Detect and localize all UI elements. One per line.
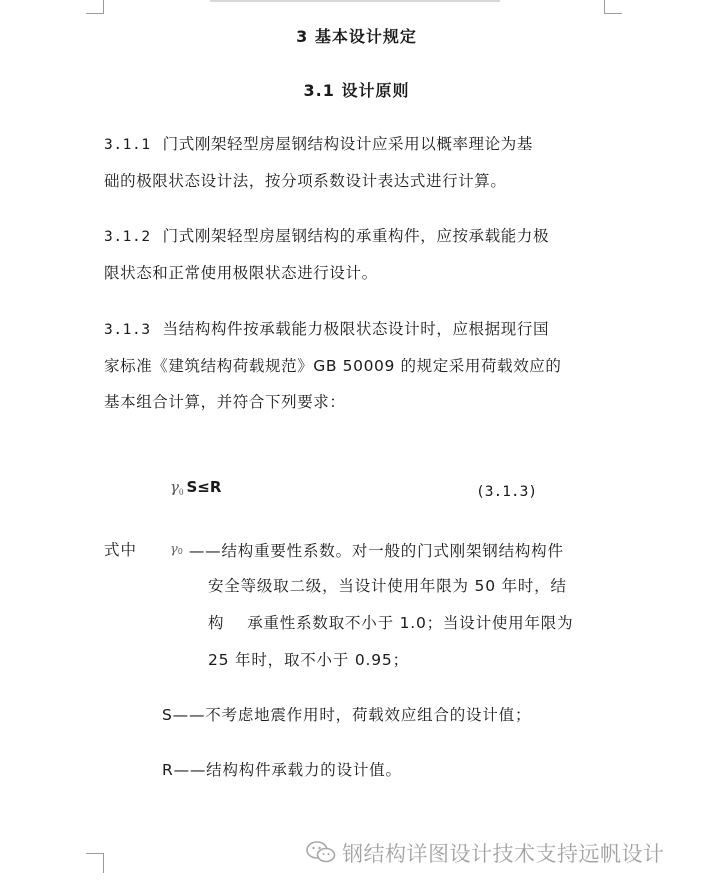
clause-text-line: 家标准《建筑结构荷载规范》GB 50009 的规定采用荷载效应的 xyxy=(104,357,562,375)
clause-text-line: 基本组合计算，并符合下列要求： xyxy=(104,393,346,411)
formula-body: S≤R xyxy=(186,478,222,496)
crop-mark-top-left-h xyxy=(86,13,104,14)
clause-text-line: 门式刚架轻型房屋钢结构的承重构件，应按承载能力极 xyxy=(162,227,550,245)
formula xyxy=(170,478,221,497)
gamma-definition-symbol: γ xyxy=(170,542,178,557)
clause-text-line: 础的极限状态设计法，按分项系数设计表达式进行计算。 xyxy=(104,172,507,190)
gamma-subscript: 0 xyxy=(178,487,184,497)
clause-3-1-2 xyxy=(104,218,614,291)
crop-mark-bottom-left-h xyxy=(86,853,104,854)
where-label: 式中 xyxy=(104,541,138,559)
s-definition: S——不考虑地震作用时，荷载效应组合的设计值； xyxy=(162,706,532,724)
r-definition: R——结构构件承载力的设计值。 xyxy=(162,761,402,779)
clause-text-line: 当结构构件按承载能力极限状态设计时，应根据现行国 xyxy=(162,320,550,338)
gamma-definition-line: 安全等级取二级，当设计使用年限为 50 年时，结 xyxy=(208,577,567,595)
clause-3-1-3 xyxy=(104,311,614,420)
gamma-definition-line: 25 年时，取不小于 0.95； xyxy=(208,651,409,669)
clause-number: 3.1.2 xyxy=(104,229,151,245)
gamma-definition xyxy=(170,538,564,564)
equation-number: (3.1.3) xyxy=(476,484,538,500)
watermark xyxy=(306,838,665,869)
gamma-definition-line: 构 承重性系数取不小于 1.0；当设计使用年限为 xyxy=(208,614,574,632)
wechat-icon xyxy=(306,840,336,869)
gamma-definition-line: ——结构重要性系数。对一般的门式刚架钢结构构件 xyxy=(188,542,564,560)
crop-mark-top-right-v xyxy=(604,0,605,14)
clause-number: 3.1.3 xyxy=(104,322,151,338)
crop-mark-top-left-v xyxy=(103,0,104,14)
gamma-definition-subscript: 0 xyxy=(177,547,183,556)
clause-text-line: 限状态和正常使用极限状态进行设计。 xyxy=(104,264,378,282)
gamma-symbol: γ xyxy=(170,478,179,496)
clause-3-1-1 xyxy=(104,126,614,199)
top-edge-bar xyxy=(210,0,500,2)
chapter-title: 3 基本设计规定 xyxy=(296,27,417,46)
crop-mark-bottom-left-v xyxy=(103,853,104,873)
clause-number: 3.1.1 xyxy=(104,137,151,153)
watermark-text: 钢结构详图设计技术支持远帆设计 xyxy=(342,842,665,866)
clause-text-line: 门式刚架轻型房屋钢结构设计应采用以概率理论为基 xyxy=(162,135,533,153)
crop-mark-top-right-h xyxy=(604,13,622,14)
section-title: 3.1 设计原则 xyxy=(303,81,410,100)
